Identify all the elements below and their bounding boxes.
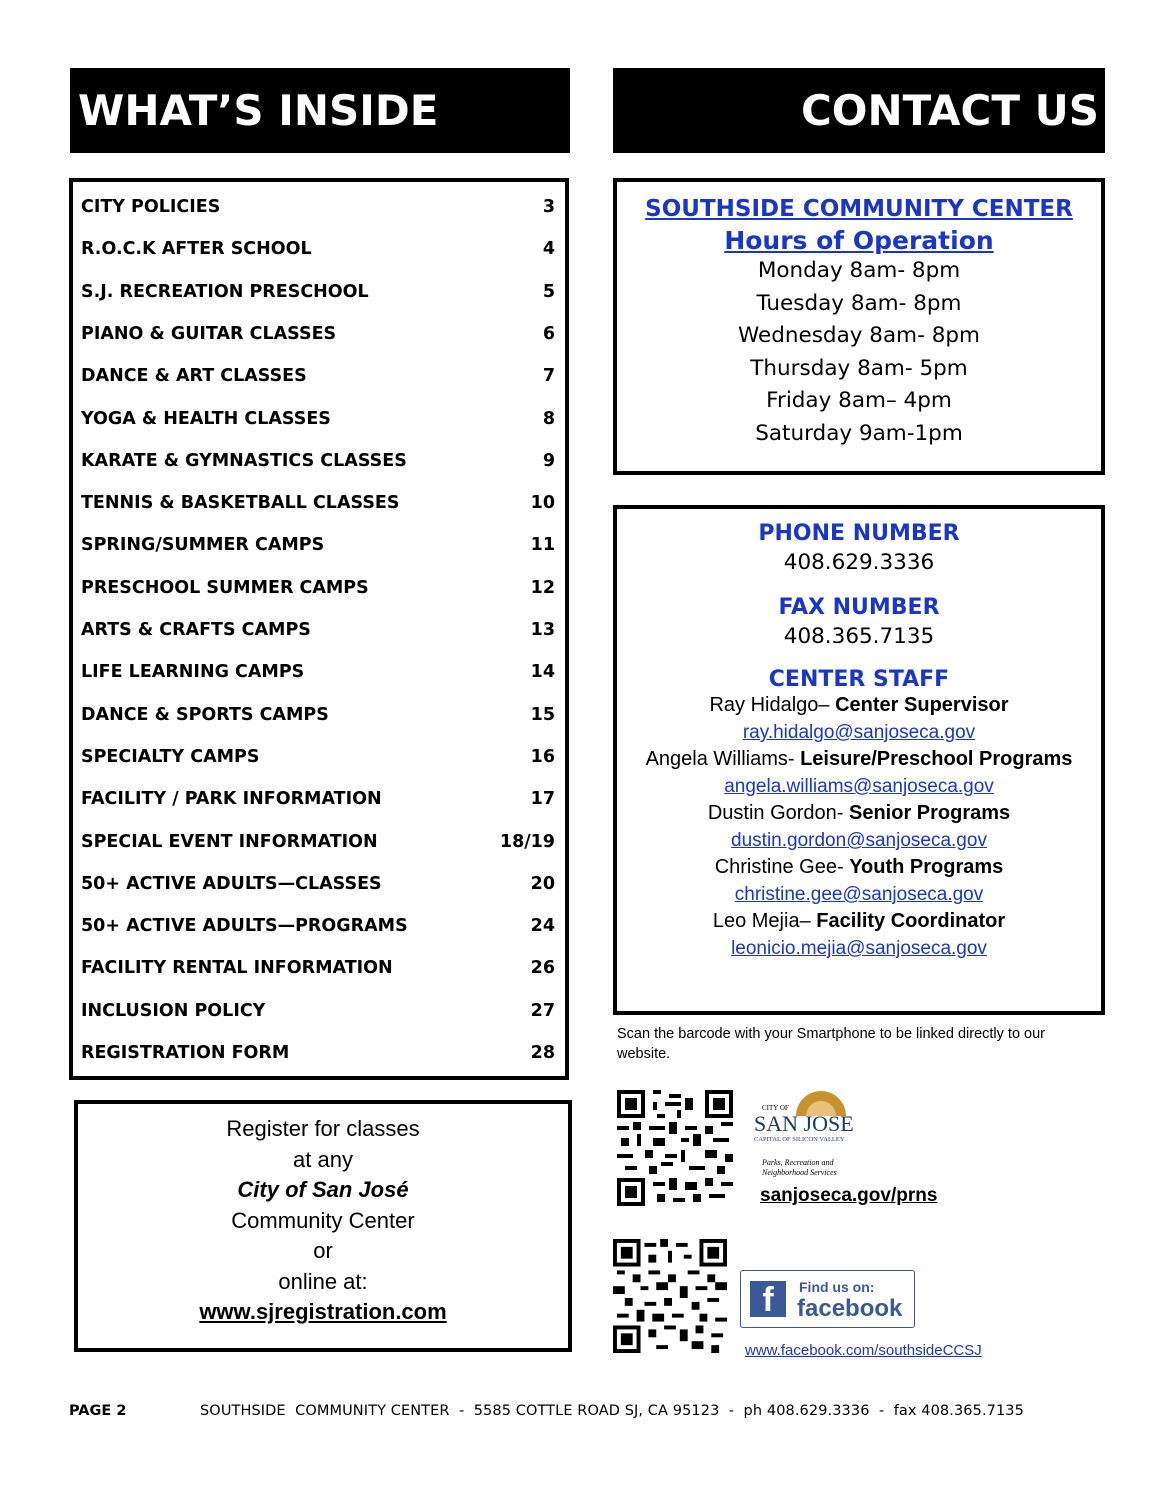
toc-row[interactable] — [81, 234, 555, 264]
center-name-link[interactable]: SOUTHSIDE COMMUNITY CENTER — [645, 196, 1073, 222]
logo-city-of: CITY OF — [762, 1104, 789, 1112]
scan-note: Scan the barcode with your Smartphone to be linked directly to our website. — [617, 1026, 1045, 1062]
toc-page: 15 — [530, 704, 555, 725]
prns-link[interactable]: sanjoseca.gov/prns — [760, 1185, 938, 1206]
fax-label: FAX NUMBER — [778, 595, 940, 620]
staff-email-link[interactable]: dustin.gordon@sanjoseca.gov — [731, 830, 987, 851]
staff-role: Center Supervisor — [835, 694, 1009, 716]
staff-name: Dustin Gordon- — [707, 802, 849, 824]
register-line: online at: — [278, 1268, 368, 1294]
staff-email-link[interactable]: angela.williams@sanjoseca.gov — [724, 776, 994, 797]
toc-page: 12 — [530, 577, 555, 598]
staff-name: Christine Gee- — [714, 856, 850, 878]
toc-page: 6 — [542, 323, 555, 344]
toc-label: ARTS & CRAFTS CAMPS — [81, 620, 311, 640]
facebook-wordmark: facebook — [797, 1295, 903, 1322]
toc-page: 10 — [530, 493, 555, 514]
toc-page: 24 — [530, 916, 555, 937]
whats-inside-title: WHAT’S INSIDE — [78, 86, 439, 135]
toc-row[interactable] — [81, 446, 555, 476]
footer-address: SOUTHSIDE COMMUNITY CENTER - 5585 COTTLE ROAD SJ, CA 95123 - ph 408.629.3336 - fax 408.365.7135 — [200, 1403, 1024, 1419]
hours-day: Saturday 9am-1pm — [755, 420, 963, 446]
contact-us-title: CONTACT US — [800, 86, 1099, 135]
toc-row[interactable] — [81, 319, 555, 349]
toc-page: 5 — [542, 281, 555, 302]
staff-email-link[interactable]: ray.hidalgo@sanjoseca.gov — [742, 722, 976, 743]
toc-label: SPECIAL EVENT INFORMATION — [81, 831, 378, 852]
toc-page: 13 — [530, 620, 555, 640]
toc-row[interactable] — [81, 827, 555, 857]
toc-page: 4 — [542, 239, 555, 260]
fax-number: 408.365.7135 — [783, 624, 935, 649]
toc-row[interactable] — [81, 488, 555, 518]
toc-page: 16 — [530, 746, 555, 767]
contact-box — [613, 505, 1105, 1015]
hours-day: Friday 8am– 4pm — [766, 388, 952, 413]
toc-page: 8 — [542, 408, 555, 429]
register-box — [74, 1100, 572, 1352]
staff-role: Senior Programs — [849, 802, 1011, 824]
toc-label: YOGA & HEALTH CLASSES — [81, 408, 331, 429]
register-line: Community Center — [231, 1207, 415, 1233]
staff-role: Youth Programs — [849, 856, 1004, 878]
logo-name: SAN JOSE — [754, 1111, 854, 1136]
staff-member — [617, 800, 1101, 827]
toc-row[interactable] — [81, 700, 555, 730]
toc-label: FACILITY RENTAL INFORMATION — [81, 958, 393, 979]
toc-label: SPRING/SUMMER CAMPS — [81, 535, 325, 556]
staff-name: Ray Hidalgo– — [709, 694, 836, 716]
toc-row[interactable] — [81, 996, 555, 1026]
facebook-link[interactable]: www.facebook.com/southsideCCSJ — [745, 1342, 982, 1359]
toc-page: 3 — [542, 197, 555, 217]
toc-page: 7 — [542, 366, 555, 387]
register-line: Register for classes — [226, 1116, 420, 1141]
staff-email-link[interactable]: leonicio.mejia@sanjoseca.gov — [731, 938, 987, 959]
toc-label: PRESCHOOL SUMMER CAMPS — [81, 577, 369, 598]
toc-row[interactable] — [81, 192, 555, 222]
facebook-f-icon: f — [750, 1281, 786, 1317]
toc-label: INCLUSION POLICY — [81, 1000, 266, 1021]
whats-inside-banner — [70, 68, 570, 153]
toc-row[interactable] — [81, 277, 555, 307]
qr-code-icon[interactable] — [615, 1090, 735, 1206]
staff-member — [617, 692, 1101, 719]
hours-day: Monday 8am- 8pm — [757, 258, 961, 283]
register-line: at any — [293, 1146, 353, 1172]
hours-day: Thursday 8am- 5pm — [750, 355, 968, 381]
toc-page: 11 — [530, 535, 555, 556]
toc-row[interactable] — [81, 573, 555, 603]
toc-row[interactable] — [81, 784, 555, 814]
footer-page-number: PAGE 2 — [69, 1403, 127, 1419]
hours-box — [613, 178, 1105, 475]
toc-page: 14 — [530, 662, 555, 683]
toc-label: DANCE & ART CLASSES — [81, 366, 307, 387]
staff-role: Facility Coordinator — [816, 910, 1006, 932]
qr-code-icon[interactable] — [613, 1236, 727, 1356]
logo-tagline: CAPITAL OF SILICON VALLEY — [754, 1136, 845, 1143]
logo-dept-line: Neighborhood Services — [762, 1168, 837, 1177]
toc-label: S.J. RECREATION PRESCHOOL — [81, 281, 369, 302]
staff-name: Leo Mejia– — [712, 910, 817, 932]
toc-label: PIANO & GUITAR CLASSES — [81, 323, 337, 344]
toc-label: DANCE & SPORTS CAMPS — [81, 704, 329, 725]
staff-role: Leisure/Preschool Programs — [800, 748, 1073, 770]
logo-dept-line: Parks, Recreation and — [762, 1158, 834, 1167]
hours-day: Tuesday 8am- 8pm — [756, 290, 962, 316]
staff-member — [617, 854, 1101, 881]
toc-row[interactable] — [81, 911, 555, 941]
toc-label: FACILITY / PARK INFORMATION — [81, 789, 382, 810]
toc-label: KARATE & GYMNASTICS CLASSES — [81, 450, 407, 471]
toc-label: TENNIS & BASKETBALL CLASSES — [81, 493, 400, 514]
register-line: or — [313, 1238, 333, 1263]
facebook-find-us: Find us on: — [799, 1279, 875, 1295]
phone-label: PHONE NUMBER — [758, 521, 960, 546]
toc-label: 50+ ACTIVE ADULTS—PROGRAMS — [81, 916, 408, 937]
toc-page: 17 — [530, 789, 555, 810]
toc-row[interactable] — [81, 615, 555, 645]
staff-email-link[interactable]: christine.gee@sanjoseca.gov — [734, 884, 984, 905]
toc-row[interactable] — [81, 404, 555, 434]
toc-row[interactable] — [81, 953, 555, 983]
san-jose-logo — [752, 1090, 872, 1180]
toc-label: REGISTRATION FORM — [81, 1043, 290, 1063]
registration-website-link[interactable]: www.sjregistration.com — [199, 1299, 447, 1324]
toc-label: LIFE LEARNING CAMPS — [81, 662, 305, 683]
toc-label: SPECIALTY CAMPS — [81, 746, 260, 767]
staff-member — [617, 908, 1101, 935]
register-city-name: City of San José — [237, 1177, 409, 1202]
toc-label: CITY POLICIES — [81, 197, 221, 217]
toc-page: 28 — [530, 1043, 555, 1063]
staff-label: CENTER STAFF — [768, 667, 950, 692]
hours-title-link[interactable]: Hours of Operation — [724, 226, 994, 255]
staff-name: Angela Williams- — [645, 748, 801, 770]
toc-label: R.O.C.K AFTER SCHOOL — [81, 239, 312, 260]
toc-row[interactable] — [81, 361, 555, 391]
toc-page: 20 — [530, 873, 555, 894]
toc-row[interactable] — [81, 1038, 555, 1068]
staff-member — [617, 746, 1101, 773]
toc-label: 50+ ACTIVE ADULTS—CLASSES — [81, 873, 382, 894]
toc-row[interactable] — [81, 530, 555, 560]
toc-page: 27 — [530, 1000, 555, 1021]
hours-day: Wednesday 8am- 8pm — [738, 323, 980, 348]
table-of-contents — [69, 178, 569, 1080]
toc-page: 26 — [530, 958, 555, 979]
contact-us-banner — [613, 68, 1105, 153]
phone-number: 408.629.3336 — [783, 550, 935, 575]
toc-row[interactable] — [81, 657, 555, 687]
toc-page: 9 — [542, 450, 555, 471]
toc-row[interactable] — [81, 869, 555, 899]
toc-row[interactable] — [81, 742, 555, 772]
toc-page: 18/19 — [499, 831, 555, 852]
facebook-badge[interactable] — [740, 1270, 915, 1328]
